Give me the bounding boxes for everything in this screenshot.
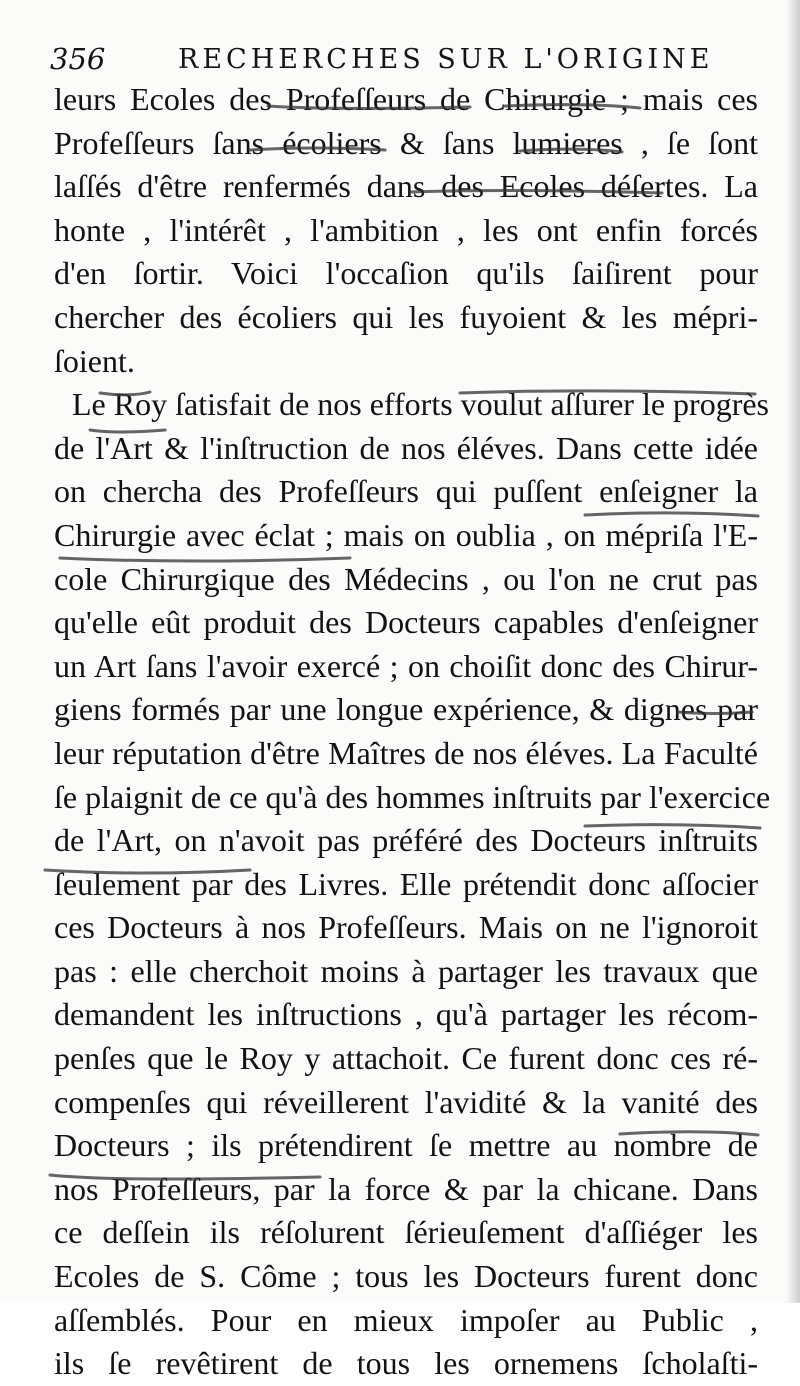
text-line: Chirurgie avec éclat ; mais on oublia , on mépriſa l'E- bbox=[54, 516, 758, 553]
text-line: laſſés d'être renfermés dans des Ecoles déſertes. La bbox=[54, 168, 758, 205]
text-line: de l'Art, on n'avoit pas préféré des Docteurs inſtruits bbox=[54, 822, 758, 859]
text-line: d'en ſortir. Voici l'occaſion qu'ils ſaiſirent pour bbox=[54, 255, 758, 292]
text-line: leur réputation d'être Maîtres de nos éléves. La Faculté bbox=[54, 734, 758, 771]
body-text bbox=[54, 78, 771, 1386]
text-line: ce deſſein ils réſolurent ſérieuſement d'aſſiéger les bbox=[54, 1214, 758, 1251]
text-line: penſes que le Roy y attachoit. Ce furent donc ces ré- bbox=[54, 1040, 758, 1077]
text-line: un Art ſans l'avoir exercé ; on choiſit donc des Chirur- bbox=[54, 647, 758, 684]
text-line: leurs Ecoles des Profeſſeurs de Chirurgie ; mais ces bbox=[54, 81, 758, 117]
text-line: Docteurs ; ils prétendirent ſe mettre au nombre de bbox=[54, 1127, 758, 1164]
text-line: de l'Art & l'inſtruction de nos éléves. Dans cette idée bbox=[54, 429, 758, 466]
text-line: ſe plaignit de ce qu'à des hommes inſtruits par l'exercice bbox=[54, 778, 771, 815]
text-line: compenſes qui réveillerent l'avidité & la vanité des bbox=[54, 1083, 758, 1120]
text-line: ſoient. bbox=[54, 342, 135, 379]
page-number: 356 bbox=[50, 42, 106, 76]
text-line: honte , l'intérêt , l'ambition , les ont enfin forcés bbox=[54, 211, 758, 248]
text-line: ils ſe revêtirent de tous les ornemens ſcholaſti- bbox=[54, 1345, 758, 1382]
text-line: nos Profeſſeurs, par la force & par la chicane. Dans bbox=[54, 1170, 758, 1207]
text-line: Ecoles de S. Côme ; tous les Docteurs furent donc bbox=[54, 1258, 758, 1295]
text-line: Le Roy ſatisfait de nos efforts voulut aſſurer le progrès bbox=[72, 386, 769, 423]
text-line: demandent les inſtructions , qu'à partager les récom- bbox=[54, 996, 758, 1033]
spine-shadow bbox=[786, 0, 800, 1303]
page-header bbox=[50, 38, 790, 78]
text-line: qu'elle eût produit des Docteurs capables d'enſeigner bbox=[54, 604, 758, 641]
text-line: cole Chirurgique des Médecins , ou l'on ne crut pas bbox=[54, 560, 758, 597]
text-line: aſſemblés. Pour en mieux impoſer au Public , bbox=[54, 1301, 758, 1338]
text-line: Profeſſeurs ſans écoliers & ſans lumieres , ſe ſont bbox=[54, 124, 758, 161]
text-line: on chercha des Profeſſeurs qui puſſent enſeigner la bbox=[54, 473, 758, 510]
text-line: giens formés par une longue expérience, & dignes par bbox=[54, 691, 758, 728]
running-title: RECHERCHES SUR L'ORIGINE bbox=[178, 44, 714, 75]
text-line: pas : elle cherchoit moins à partager les travaux que bbox=[54, 952, 758, 989]
text-line: ces Docteurs à nos Profeſſeurs. Mais on ne l'ignoroit bbox=[54, 909, 758, 946]
text-line: chercher des écoliers qui les fuyoient & les mépri- bbox=[54, 298, 758, 335]
text-line: ſeulement par des Livres. Elle prétendit donc aſſocier bbox=[54, 865, 758, 902]
